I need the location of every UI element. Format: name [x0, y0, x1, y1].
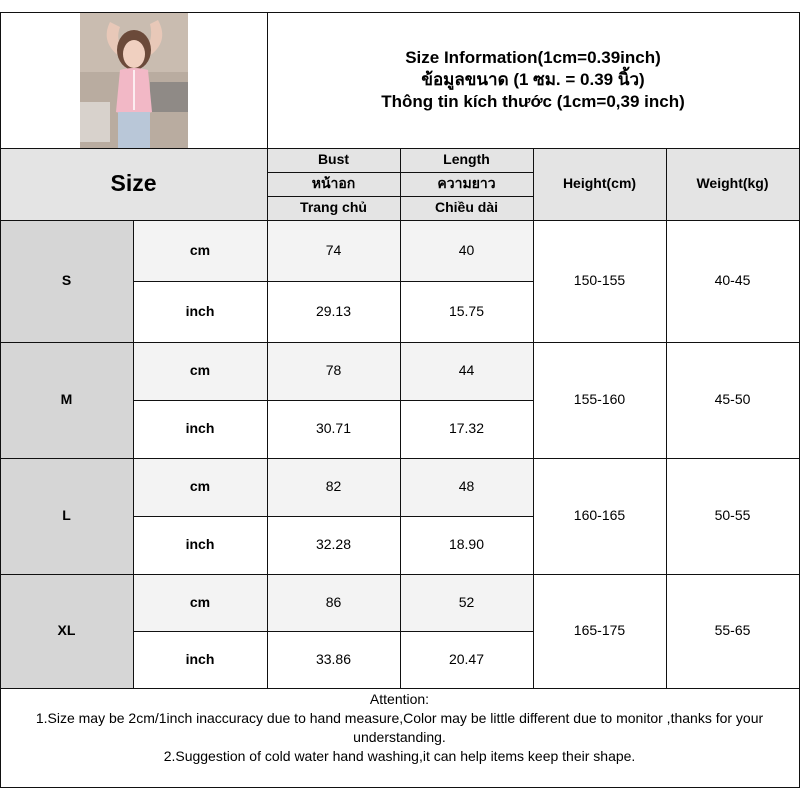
grid-line — [533, 148, 534, 688]
size-information-header — [267, 12, 799, 148]
length-header-th: ความยาว — [400, 172, 533, 196]
table-border-top — [0, 12, 800, 13]
unit-cm: cm — [133, 342, 267, 400]
length-cm-value: 48 — [400, 458, 533, 516]
bust-header-th: หน้าอก — [267, 172, 400, 196]
weight-range: 45-50 — [666, 342, 799, 458]
length-cm-value: 44 — [400, 342, 533, 400]
grid-line — [267, 12, 268, 688]
unit-cm: cm — [133, 574, 267, 631]
unit-inch: inch — [133, 281, 267, 342]
attention-title: Attention: — [369, 691, 430, 707]
unit-cm: cm — [133, 458, 267, 516]
length-inch-value: 17.32 — [400, 400, 533, 458]
weight-range: 50-55 — [666, 458, 799, 574]
weight-range: 55-65 — [666, 574, 799, 688]
height-header: Height(cm) — [533, 148, 666, 220]
grid-line — [133, 516, 533, 517]
length-header-vi: Chiều dài — [400, 196, 533, 220]
grid-line — [0, 688, 800, 689]
grid-line — [400, 148, 401, 688]
grid-line — [666, 148, 667, 688]
length-inch-value: 20.47 — [400, 631, 533, 688]
unit-inch: inch — [133, 516, 267, 574]
grid-line — [133, 220, 134, 688]
table-border-bottom — [0, 787, 800, 788]
grid-line — [133, 281, 533, 282]
bust-header-en: Bust — [267, 148, 400, 172]
height-range: 160-165 — [533, 458, 666, 574]
model-image — [80, 12, 188, 148]
bust-inch-value: 33.86 — [267, 631, 400, 688]
height-range: 150-155 — [533, 220, 666, 342]
length-cm-value: 52 — [400, 574, 533, 631]
length-inch-value: 18.90 — [400, 516, 533, 574]
weight-range: 40-45 — [666, 220, 799, 342]
unit-cm: cm — [133, 220, 267, 281]
size-header: Size — [0, 148, 267, 220]
title-english: Size Information(1cm=0.39inch) — [405, 48, 661, 67]
length-header-en: Length — [400, 148, 533, 172]
length-cm-value: 40 — [400, 220, 533, 281]
title-vietnamese: Thông tin kích thước (1cm=0,39 inch) — [381, 92, 685, 111]
bust-inch-value: 30.71 — [267, 400, 400, 458]
bust-cm-value: 74 — [267, 220, 400, 281]
attention-note-1: 1.Size may be 2cm/1inch inaccuracy due to hand measure,Color may be little different due to monitor ,thanks for your understanding. — [35, 710, 764, 745]
attention-notes — [0, 688, 799, 788]
grid-line — [133, 631, 533, 632]
bust-inch-value: 29.13 — [267, 281, 400, 342]
product-photo — [80, 12, 188, 148]
bust-cm-value: 86 — [267, 574, 400, 631]
table-border-left — [0, 12, 1, 788]
size-s-label: S — [0, 220, 133, 342]
size-l-label: L — [0, 458, 133, 574]
bust-cm-value: 82 — [267, 458, 400, 516]
attention-note-2: 2.Suggestion of cold water hand washing,it can help items keep their shape. — [163, 748, 636, 764]
height-range: 165-175 — [533, 574, 666, 688]
unit-inch: inch — [133, 400, 267, 458]
title-thai: ข้อมูลขนาด (1 ซม. = 0.39 นิ้ว) — [421, 70, 645, 89]
bust-inch-value: 32.28 — [267, 516, 400, 574]
length-inch-value: 15.75 — [400, 281, 533, 342]
bust-cm-value: 78 — [267, 342, 400, 400]
unit-inch: inch — [133, 631, 267, 688]
size-m-label: M — [0, 342, 133, 458]
height-range: 155-160 — [533, 342, 666, 458]
weight-header: Weight(kg) — [666, 148, 799, 220]
size-xl-label: XL — [0, 574, 133, 688]
bust-header-vi: Trang chủ — [267, 196, 400, 220]
grid-line — [133, 400, 533, 401]
